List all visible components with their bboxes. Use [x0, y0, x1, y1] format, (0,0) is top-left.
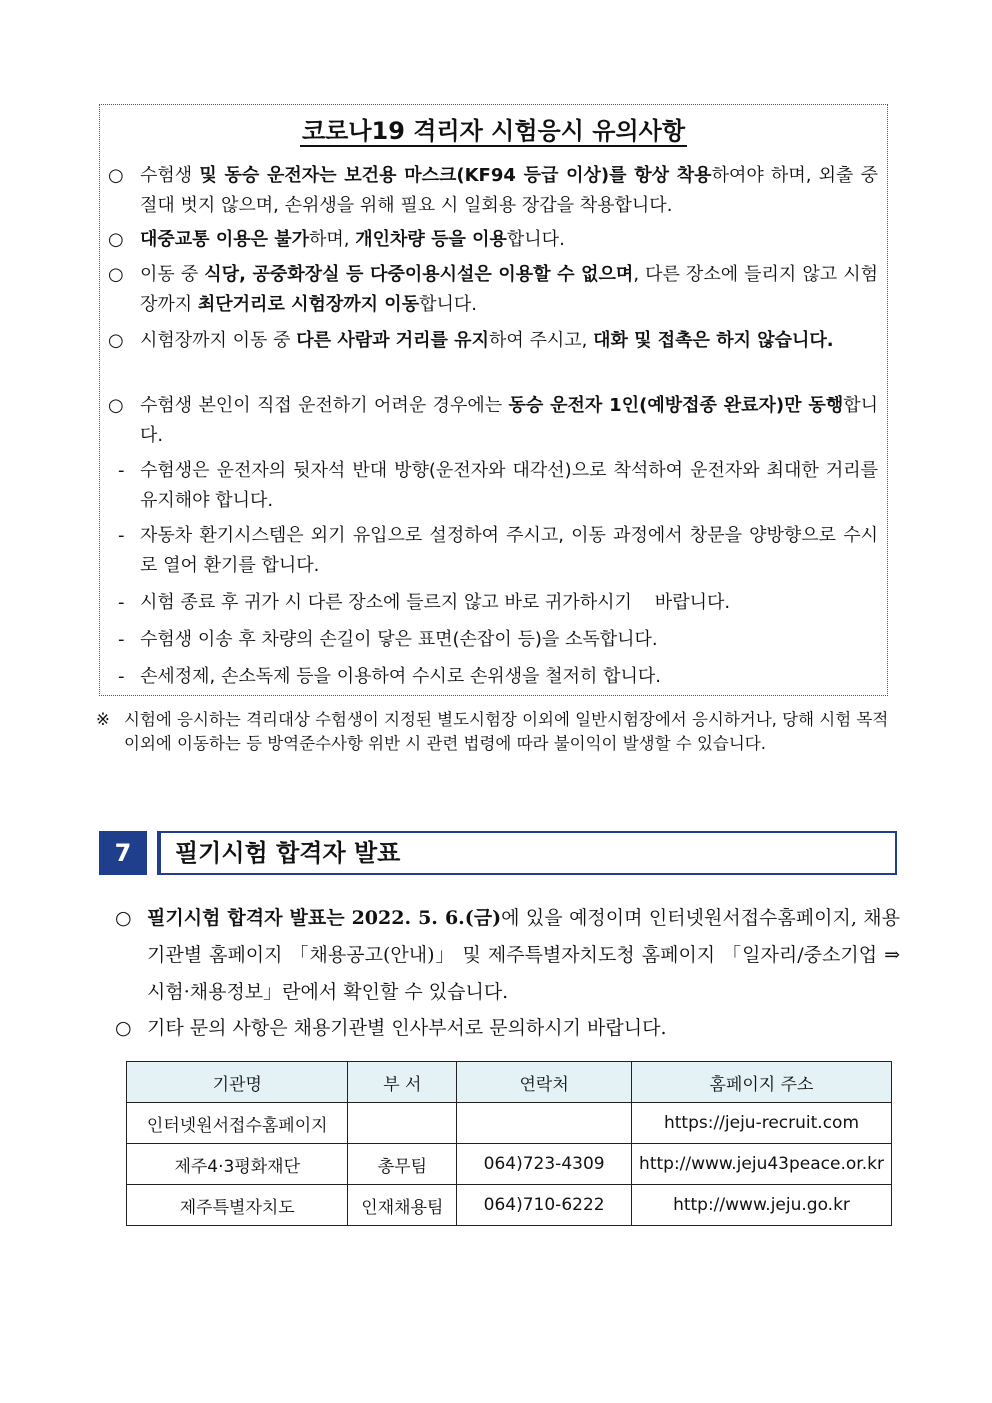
homepage-link[interactable]: http://www.jeju43peace.or.kr: [632, 1144, 892, 1185]
dash-item: - 수험생은 운전자의 뒷자석 반대 방향(운전자와 대각선)으로 착석하여 운전자와 최대한 거리를 유지해야 합니다.: [118, 460, 878, 511]
homepage-link[interactable]: https://jeju-recruit.com: [632, 1103, 892, 1144]
covid-notice-box: [99, 104, 888, 696]
col-header: 기관명: [127, 1062, 348, 1103]
circle-bullet-icon: ○: [108, 264, 124, 285]
list-item: ○ 수험생 및 동승 운전자는 보건용 마스크(KF94 등급 이상)를 항상 착용하여야 하며, 외출 중 절대 벗지 않으며, 손위생을 위해 필요 시 일회용 장갑을 착용합니다.: [108, 161, 878, 221]
violation-notice: ※ 시험에 응시하는 격리대상 수험생이 지정된 별도시험장 이외에 일반시험장에서 응시하거나, 당해 시험 목적 이외에 이동하는 등 방역준수사항 위반 시 관련 법령에 따라 불이익이 발생할 수 있습니다.: [96, 710, 889, 753]
table-header-row: [127, 1062, 892, 1103]
list-item: ○ 대중교통 이용은 불가하며, 개인차량 등을 이용합니다.: [108, 225, 878, 255]
circle-bullet-icon: ○: [108, 395, 124, 416]
table-row: 인터넷원서접수홈페이지 https://jeju-recruit.com: [127, 1103, 892, 1144]
list-item: ○ 시험장까지 이동 중 다른 사람과 거리를 유지하여 주시고, 대화 및 접촉은 하지 않습니다.: [108, 326, 878, 356]
circle-bullet-icon: ○: [115, 1017, 132, 1039]
circle-bullet-icon: ○: [108, 229, 124, 250]
dash-item: - 시험 종료 후 귀가 시 다른 장소에 들르지 않고 바로 귀가하시기 바랍니다.: [118, 592, 731, 613]
col-header: 연락처: [457, 1062, 632, 1103]
circle-bullet-icon: ○: [108, 330, 124, 351]
col-header: 홈페이지 주소: [632, 1062, 892, 1103]
list-item: ○ 이동 중 식당, 공중화장실 등 다중이용시설은 이용할 수 없으며, 다른 장소에 들리지 않고 시험장까지 최단거리로 시험장까지 이동합니다.: [108, 260, 878, 320]
contacts-table: [126, 1061, 892, 1226]
announcement-paragraph: ○ 필기시험 합격자 발표는 2022. 5. 6.(금)에 있을 예정이며 인터넷원서접수홈페이지, 채용기관별 홈페이지 「채용공고(안내)」 및 제주특별자치도청 홈페이지 「일자리/중소기업 ⇒ 시험·채용정보」란에서 확인할 수 있습니다.: [115, 900, 900, 1011]
table-row: 제주특별자치도 인재채용팀 064)710-6222 http://www.jeju.go.kr: [127, 1185, 892, 1226]
dash-item: - 수험생 이송 후 차량의 손길이 닿은 표면(손잡이 등)을 소독합니다.: [118, 629, 658, 650]
reference-mark-icon: ※: [96, 710, 110, 729]
dash-item: - 자동차 환기시스템은 외기 유입으로 설정하여 주시고, 이동 과정에서 창문을 양방향으로 수시로 열어 환기를 합니다.: [118, 525, 878, 576]
col-header: 부 서: [348, 1062, 457, 1103]
list-item: ○ 수험생 본인이 직접 운전하기 어려운 경우에는 동승 운전자 1인(예방접종 완료자)만 동행합니다.: [108, 391, 878, 451]
circle-bullet-icon: ○: [115, 907, 132, 929]
dash-item: - 손세정제, 손소독제 등을 이용하여 수시로 손위생을 철저히 합니다.: [118, 666, 661, 687]
box-title: 코로나19 격리자 시험응시 유의사항: [301, 117, 686, 145]
circle-bullet-icon: ○: [108, 165, 124, 186]
homepage-link[interactable]: http://www.jeju.go.kr: [632, 1185, 892, 1226]
inquiry-paragraph: ○ 기타 문의 사항은 채용기관별 인사부서로 문의하시기 바랍니다.: [115, 1010, 900, 1047]
section-title: 필기시험 합격자 발표: [157, 831, 897, 875]
table-row: 제주4·3평화재단 총무팀 064)723-4309 http://www.jeju43peace.or.kr: [127, 1144, 892, 1185]
section-number: 7: [99, 831, 147, 875]
